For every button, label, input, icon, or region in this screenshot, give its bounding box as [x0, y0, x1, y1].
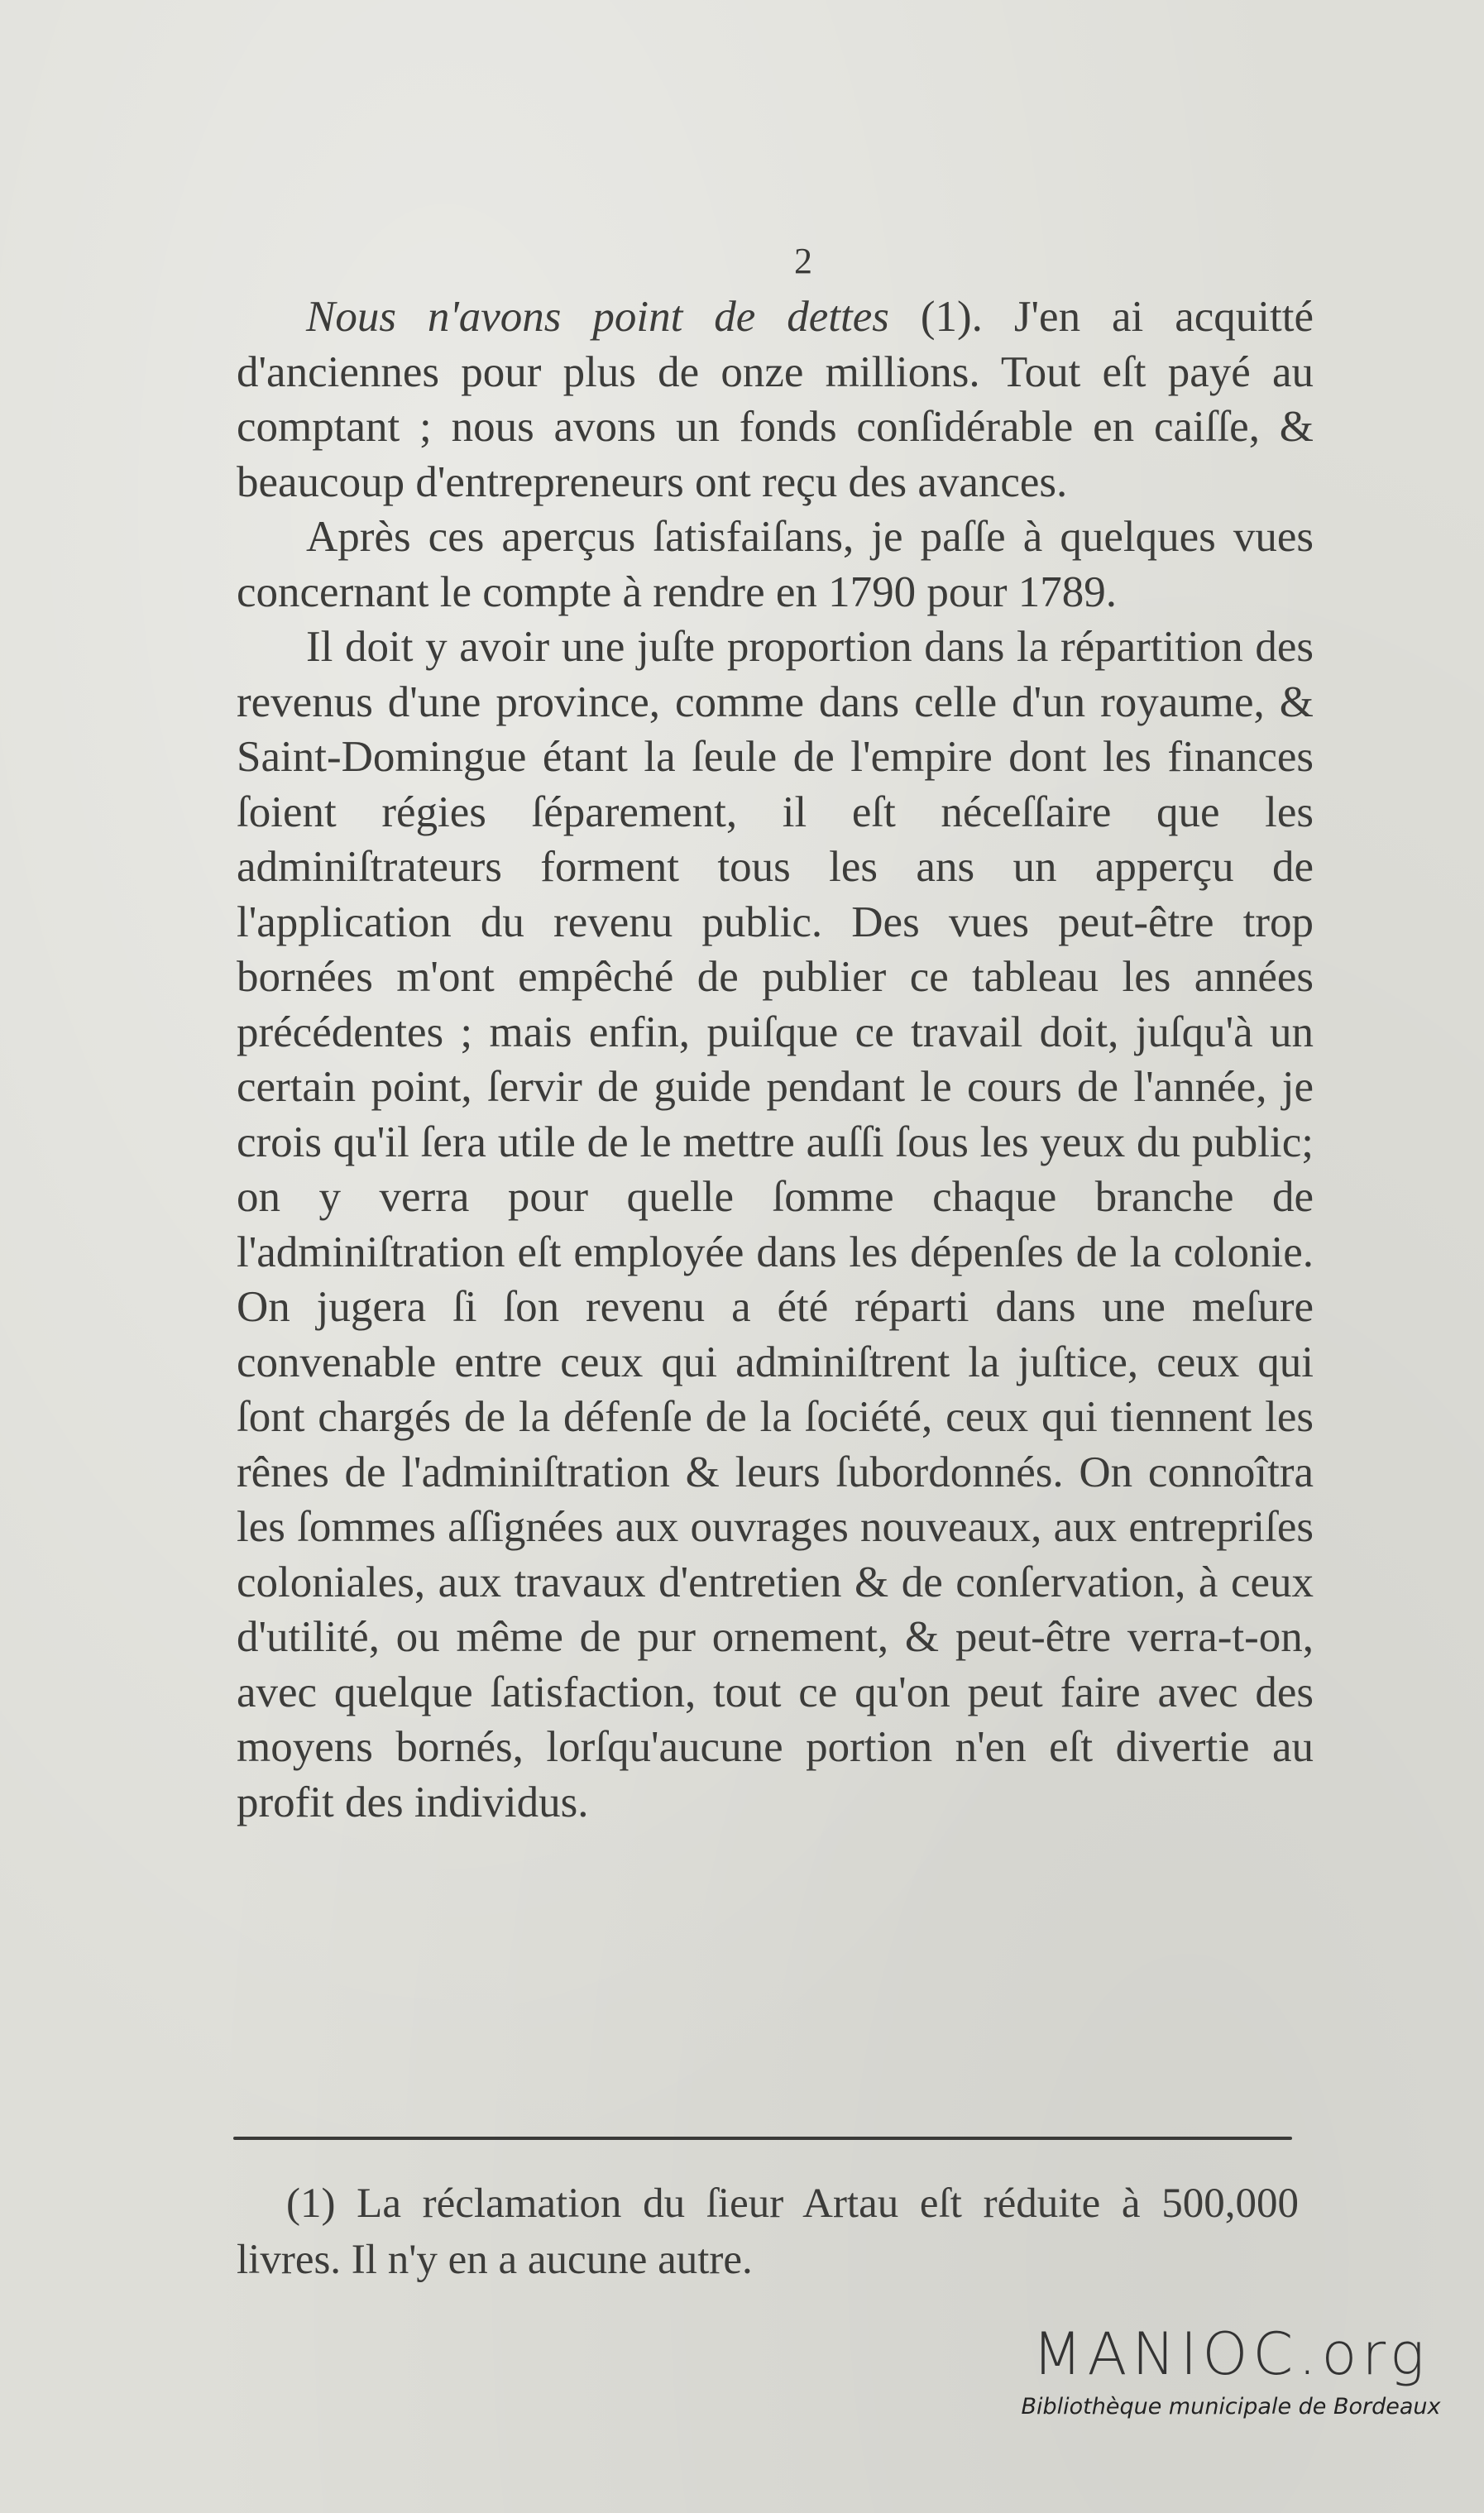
manioc-logo: MANIOC.org: [1032, 2320, 1429, 2388]
paragraph-text: (1). J'en ai acquitté d'anciennes pour plus de onze millions. Tout eſt payé au comptant ; nous avons un fonds conſidérable en caiſſe, & beaucoup d'entrepreneurs ont reçu des avances.: [237, 293, 1314, 506]
library-credit: Bibliothèque municipale de Bordeaux: [1021, 2394, 1441, 2420]
footnote: [237, 2176, 1299, 2288]
paragraph-2: [237, 510, 1314, 620]
paragraph-1: [237, 290, 1314, 510]
body-text: [237, 290, 1314, 1830]
footnote-divider: [233, 2137, 1292, 2140]
italic-lead: Nous n'avons point de dettes: [306, 293, 889, 341]
paragraph-text: Après ces aperçus ſatisfaiſans, je paſſe à quelques vues concernant le compte à rendre en 1790 pour 1789.: [237, 513, 1314, 616]
footnote-text: (1) La réclamation du ſieur Artau eſt réduite à 500,000 livres. Il n'y en a aucune autre.: [237, 2180, 1299, 2283]
watermark: [1016, 2320, 1446, 2422]
paragraph-3: [237, 620, 1314, 1830]
page-number: 2: [794, 241, 812, 281]
paragraph-text: Il doit y avoir une juſte proportion dans la répartition des revenus d'une province, comme dans celle d'un royaume, & Saint-Domingue étant la ſeule de l'empire dont les finances ſoient régies ſéparement, il eſt néceſſaire que les adminiſtrateurs forment tous les ans un apperçu de l'application du revenu public. Des vues peut-être trop bornées m'ont empêché de publier ce tableau les années précédentes ; mais enfin, puiſque ce travail doit, juſqu'à un certain point, ſervir de guide pendant le cours de l'année, je crois qu'il ſera utile de le mettre auſſi ſous les yeux du public; on y verra pour quelle ſomme chaque branche de l'adminiſtration eſt employée dans les dépenſes de la colonie. On jugera ſi ſon revenu a été réparti dans une meſure convenable entre ceux qui adminiſtrent la juſtice, ceux qui ſont chargés de la défenſe de la ſociété, ceux qui tiennent les rênes de l'adminiſtration & leurs ſubordonnés. On connoîtra les ſommes aſſignées aux ouvrages nouveaux, aux entrepriſes coloniales, aux travaux d'entretien & de conſervation, à ceux d'utilité, ou même de pur ornement, & peut-être verra-t-on, avec quelque ſatisfaction, tout ce qu'on peut faire avec des moyens bornés, lorſqu'aucune portion n'en eſt divertie au profit des individus.: [237, 623, 1314, 1826]
